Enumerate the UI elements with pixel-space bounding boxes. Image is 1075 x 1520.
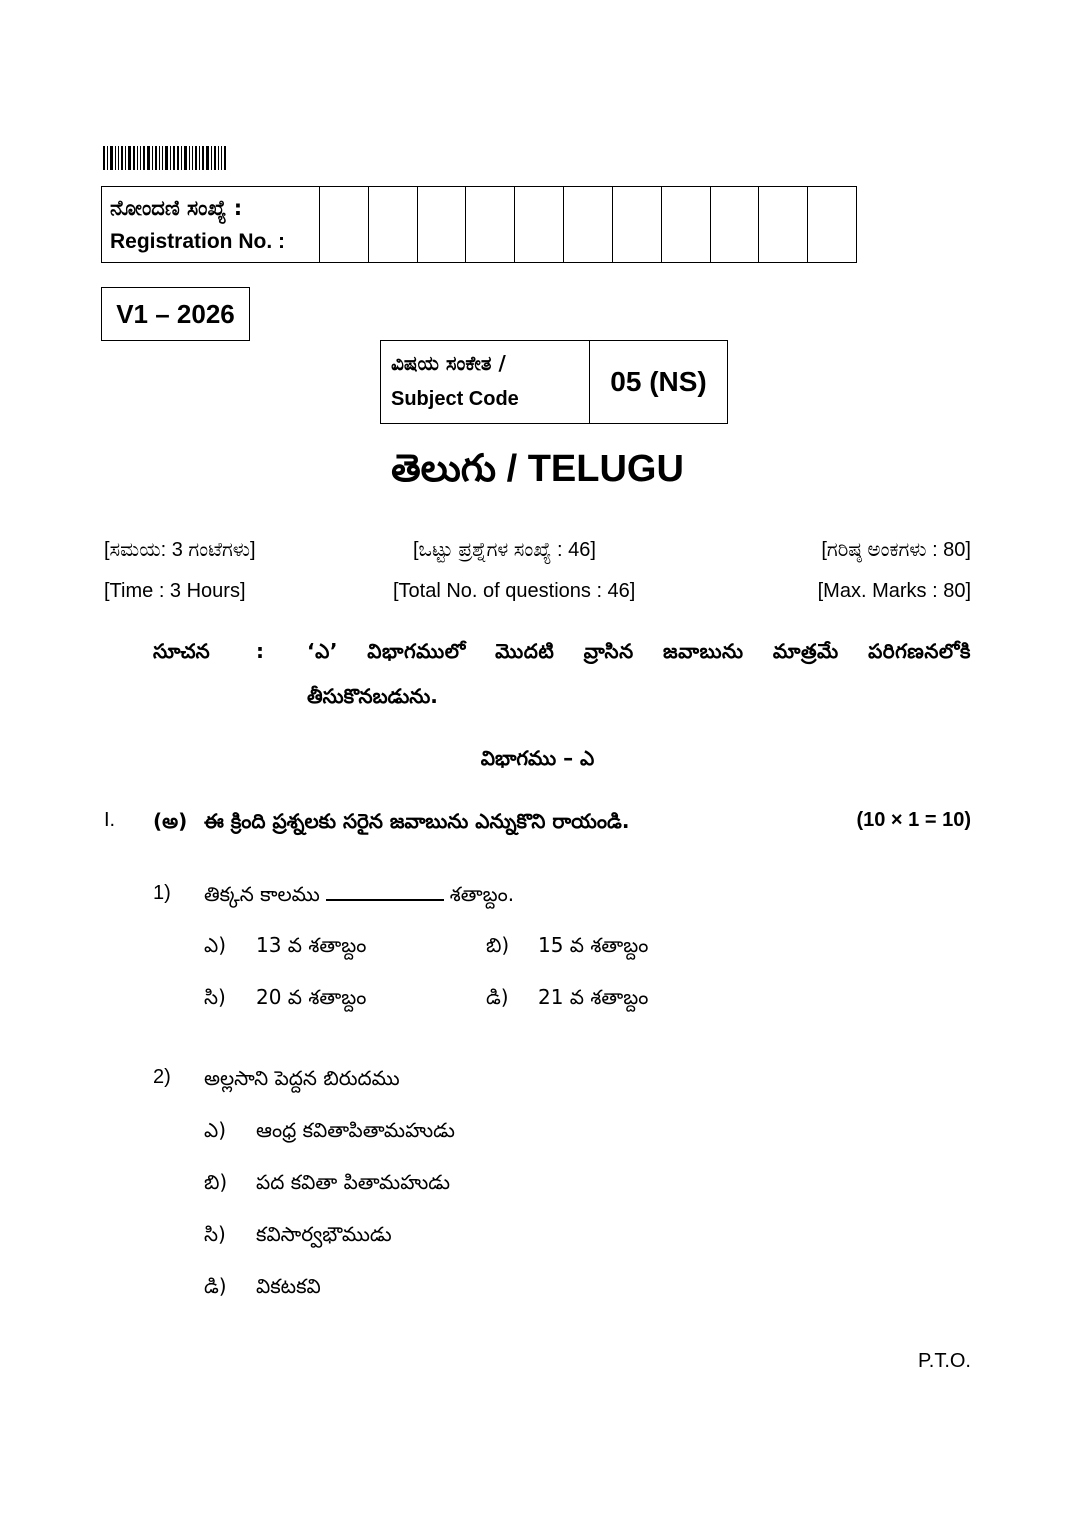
question-1-option-d-label: డి): [486, 985, 509, 1009]
registration-cell: [564, 187, 613, 262]
barcode-bar: [155, 146, 157, 170]
barcode-bar: [224, 146, 226, 170]
registration-cell: [515, 187, 564, 262]
registration-label-kannada: ನೋಂದಣಿ ಸಂಖ್ಯೆ :: [110, 196, 243, 220]
barcode-bar: [110, 146, 113, 170]
question-2-option-b-text: పద కవితా పితామహుడు: [256, 1170, 450, 1194]
subject-code-label-english: Subject Code: [391, 388, 519, 410]
question-1-text: [204, 882, 514, 911]
registration-cell: [711, 187, 760, 262]
barcode-bar: [133, 146, 135, 170]
questions-count-english: [Total No. of questions : 46]: [393, 580, 636, 602]
question-1-option-b-text: 15 వ శతాబ్దం: [538, 933, 649, 957]
time-kannada: [ಸಮಯ: 3 ಗಂಟೆಗಳು]: [104, 539, 256, 561]
registration-cell: [320, 187, 369, 262]
instruction-line-2: తీసుకొనబడును.: [307, 684, 438, 708]
registration-cell: [466, 187, 515, 262]
question-1-option-c-label: సి): [204, 985, 226, 1009]
question-1-option-b-label: బి): [486, 933, 510, 957]
barcode-bar: [214, 146, 216, 170]
barcode-bar: [107, 146, 108, 170]
question-block-marks: (10 × 1 = 10): [856, 809, 971, 831]
question-2-option-a-label: ఎ): [204, 1118, 227, 1142]
question-2-option-c-label: సి): [204, 1222, 226, 1246]
question-block-instruction: ఈ క్రింది ప్రశ్నలకు సరైన జవాబును ఎన్నుకొని రాయండి.: [204, 809, 630, 833]
question-1-option-a-text: 13 వ శతాబ్దం: [256, 933, 367, 957]
max-marks-kannada: [ಗರಿಷ್ಠ ಅಂಕಗಳು : 80]: [821, 539, 971, 561]
barcode-bar: [147, 146, 150, 170]
barcode-bar: [206, 146, 209, 170]
barcode-bar: [103, 146, 105, 170]
barcode-bar: [121, 146, 123, 170]
barcode-bar: [152, 146, 153, 170]
barcode-bar: [128, 146, 131, 170]
barcode-bar: [189, 146, 190, 170]
registration-label: [102, 187, 320, 262]
subject-code-label-kannada: ವಿಷಯ ಸಂಕೇತ /: [391, 351, 506, 375]
barcode-bar: [221, 146, 222, 170]
questions-count-kannada: [ಒಟ್ಟು ಪ್ರಶ್ನೆಗಳ ಸಂಖ್ಯೆ : 46]: [413, 539, 596, 561]
barcode-bar: [143, 146, 145, 170]
registration-box: [101, 186, 857, 263]
subject-code-value: 05 (NS): [610, 366, 707, 397]
instruction-colon: :: [256, 639, 264, 663]
version-code: V1 – 2026: [101, 287, 250, 341]
barcode-bar: [118, 146, 119, 170]
question-1-option-a-label: ఎ): [204, 933, 227, 957]
instruction-label: సూచన: [153, 639, 210, 663]
barcode-bar: [125, 146, 126, 170]
question-block-number: I.: [104, 809, 116, 831]
question-1-option-c-text: 20 వ శతాబ్దం: [256, 985, 367, 1009]
section-title: విభాగము – ఎ: [480, 746, 595, 770]
question-1-text-before: తిక్కన కాలము: [204, 882, 320, 906]
barcode-bar: [140, 146, 141, 170]
barcode-bar: [211, 146, 212, 170]
question-block-sub-label: (అ): [153, 809, 188, 833]
page-turn-over: P.T.O.: [918, 1350, 971, 1372]
barcode-bar: [170, 146, 171, 170]
barcode-bar: [162, 146, 163, 170]
barcode-bar: [173, 146, 175, 170]
barcode-bar: [159, 146, 160, 170]
barcode-bar: [202, 146, 204, 170]
registration-label-english: Registration No. :: [110, 230, 286, 253]
registration-cell: [418, 187, 467, 262]
barcode-bar: [195, 146, 197, 170]
page-title: తెలుగు / TELUGU: [391, 448, 684, 490]
question-2-option-a-text: ఆంధ్ర కవితాపితామహుడు: [256, 1118, 455, 1142]
barcode-bar: [192, 146, 193, 170]
barcode-bar: [115, 146, 116, 170]
question-1-option-d-text: 21 వ శతాబ్దం: [538, 985, 649, 1009]
question-1-text-after: శతాబ్దం.: [449, 882, 515, 906]
barcode-bar: [218, 146, 219, 170]
instruction-line-1: ‘ఎ’ విభాగములో మొదటి వ్రాసిన జవాబును మాత్రమే పరిగణనలోకి: [307, 639, 971, 663]
question-2-number: 2): [153, 1066, 171, 1088]
blank-line: [326, 898, 444, 901]
question-2-option-b-label: బి): [204, 1170, 228, 1194]
registration-cell: [369, 187, 418, 262]
registration-cells: [320, 187, 856, 262]
barcode-bar: [184, 146, 187, 170]
question-2-text: అల్లసాని పెద్దన బిరుదము: [204, 1066, 400, 1090]
registration-cell: [662, 187, 711, 262]
subject-code-box: [380, 340, 728, 424]
question-1-number: 1): [153, 882, 171, 904]
barcode-bar: [165, 146, 168, 170]
subject-code-label: [381, 341, 590, 423]
question-2-option-d-text: వికటకవి: [256, 1274, 321, 1298]
max-marks-english: [Max. Marks : 80]: [817, 580, 971, 602]
question-2-option-c-text: కవిసార్వభౌముడు: [256, 1222, 392, 1246]
question-2-option-d-label: డి): [204, 1274, 227, 1298]
registration-cell: [613, 187, 662, 262]
barcode-bar: [181, 146, 182, 170]
registration-cell: [808, 187, 856, 262]
barcode-bar: [137, 146, 138, 170]
barcode-bar: [199, 146, 200, 170]
barcode: [103, 146, 248, 170]
barcode-bar: [177, 146, 179, 170]
registration-cell: [759, 187, 808, 262]
time-english: [Time : 3 Hours]: [104, 580, 246, 602]
